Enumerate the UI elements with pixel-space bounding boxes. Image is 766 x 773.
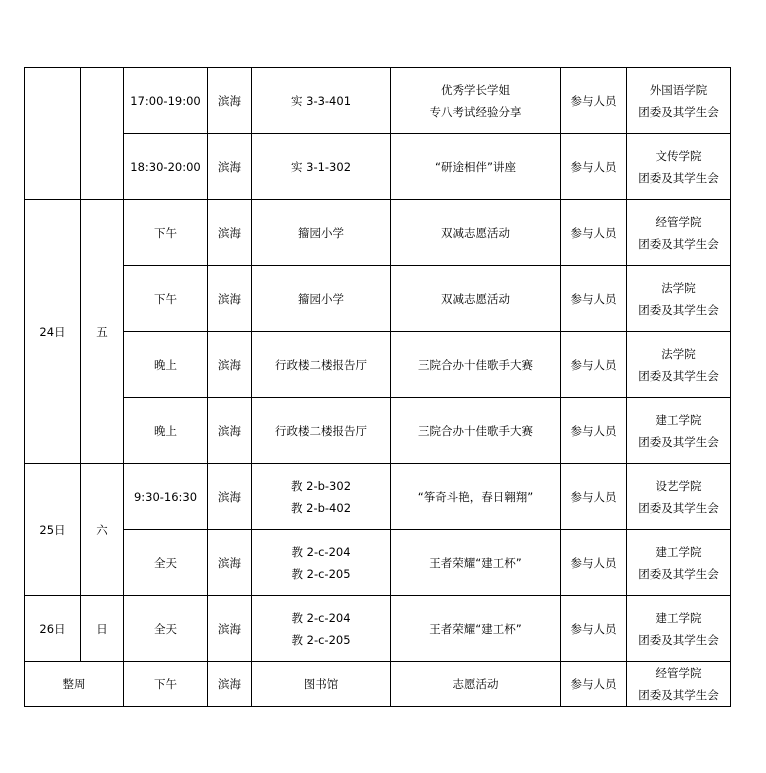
table-row [25,398,731,464]
venue-cell: 实 3-1-302 [252,134,391,200]
campus-cell: 滨海 [208,464,252,530]
date-cell: 24日 [25,200,81,464]
campus-cell: 滨海 [208,398,252,464]
time-cell: 全天 [124,530,208,596]
campus-cell: 滨海 [208,200,252,266]
event-cell: 双减志愿活动 [391,266,561,332]
date-cell: 25日 [25,464,81,596]
participants-cell: 参与人员 [561,596,627,662]
table-row [25,266,731,332]
time-cell: 下午 [124,266,208,332]
participants-cell: 参与人员 [561,200,627,266]
time-cell: 9:30-16:30 [124,464,208,530]
organizer-cell: 设艺学院 团委及其学生会 [627,464,731,530]
time-cell: 晚上 [124,332,208,398]
participants-cell: 参与人员 [561,266,627,332]
time-cell: 晚上 [124,398,208,464]
event-cell: 王者荣耀“建工杯” [391,596,561,662]
time-cell: 全天 [124,596,208,662]
participants-cell: 参与人员 [561,398,627,464]
organizer-cell: 建工学院 团委及其学生会 [627,530,731,596]
table-row [25,464,731,530]
organizer-cell: 经管学院 团委及其学生会 [627,200,731,266]
venue-cell: 籀园小学 [252,200,391,266]
organizer-cell: 外国语学院 团委及其学生会 [627,68,731,134]
weekday-cell [81,68,124,200]
event-cell: 志愿活动 [391,662,561,707]
campus-cell: 滨海 [208,332,252,398]
table-row [25,596,731,662]
organizer-cell: 建工学院 团委及其学生会 [627,596,731,662]
venue-cell: 教 2-c-204 教 2-c-205 [252,596,391,662]
time-cell: 下午 [124,200,208,266]
campus-cell: 滨海 [208,530,252,596]
time-cell: 18:30-20:00 [124,134,208,200]
event-cell: 三院合办十佳歌手大赛 [391,332,561,398]
table-row [25,134,731,200]
organizer-cell: 文传学院 团委及其学生会 [627,134,731,200]
table-row [25,332,731,398]
organizer-cell: 法学院 团委及其学生会 [627,332,731,398]
venue-cell: 教 2-b-302 教 2-b-402 [252,464,391,530]
venue-cell: 图书馆 [252,662,391,707]
table-row [25,200,731,266]
event-cell: 王者荣耀“建工杯” [391,530,561,596]
organizer-cell: 法学院 团委及其学生会 [627,266,731,332]
campus-cell: 滨海 [208,596,252,662]
time-cell: 下午 [124,662,208,707]
event-cell: 三院合办十佳歌手大赛 [391,398,561,464]
event-cell: “研途相伴”讲座 [391,134,561,200]
weekday-cell: 五 [81,200,124,464]
date-cell: 26日 [25,596,81,662]
participants-cell: 参与人员 [561,332,627,398]
event-cell: “筝奇斗艳，春日翱翔” [391,464,561,530]
organizer-cell: 建工学院 团委及其学生会 [627,398,731,464]
organizer-cell: 经管学院 团委及其学生会 [627,662,731,707]
time-cell: 17:00-19:00 [124,68,208,134]
campus-cell: 滨海 [208,266,252,332]
venue-cell: 实 3-3-401 [252,68,391,134]
participants-cell: 参与人员 [561,530,627,596]
venue-cell: 行政楼二楼报告厅 [252,332,391,398]
campus-cell: 滨海 [208,662,252,707]
table-row [25,662,731,707]
weekday-cell: 六 [81,464,124,596]
participants-cell: 参与人员 [561,662,627,707]
campus-cell: 滨海 [208,134,252,200]
weekday-cell: 日 [81,596,124,662]
venue-cell: 行政楼二楼报告厅 [252,398,391,464]
event-cell: 优秀学长学姐 专八考试经验分享 [391,68,561,134]
participants-cell: 参与人员 [561,134,627,200]
venue-cell: 籀园小学 [252,266,391,332]
date-cell: 整周 [25,662,124,707]
event-cell: 双减志愿活动 [391,200,561,266]
table-row [25,530,731,596]
participants-cell: 参与人员 [561,68,627,134]
table-row [25,68,731,134]
venue-cell: 教 2-c-204 教 2-c-205 [252,530,391,596]
activity-schedule-table [24,67,731,707]
campus-cell: 滨海 [208,68,252,134]
participants-cell: 参与人员 [561,464,627,530]
date-cell [25,68,81,200]
